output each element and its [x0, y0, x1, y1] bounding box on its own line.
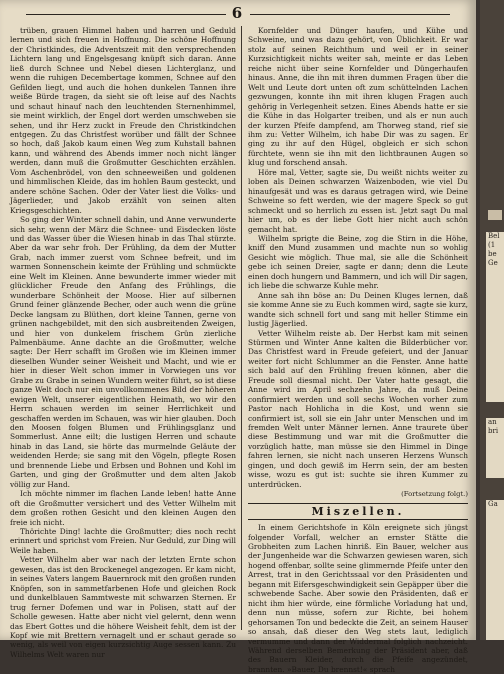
adjacent-page-fragment — [486, 500, 504, 640]
page-tab-marker — [488, 210, 502, 220]
adjacent-page-fragment — [486, 232, 504, 402]
fragment-text: Ga — [488, 500, 498, 508]
fragment-text: (1 — [488, 241, 496, 249]
paragraph: Höre mal, Vetter, sagte sie, Du weißt nichts weiter zu loben als Deinen schwarzen Waizenboden, wie viel Du hinaufgesät und was es daraus getragen wird, wie Deine Schweine so fett werden, wie der magere Speck so gut schmeckt und so herrlich zu essen ist. Jetzt sagt Du mal hier um, ob es der liebe Gott hier nicht auch schön gemacht hat. — [248, 167, 468, 234]
paragraph: So ging der Winter schnell dahin, und Anne verwunderte sich sehr, wenn der März die Schnee- und Eisdecken löste und das Wasser über die Wiesen hinab in das Thal stürzte. Aber da war sehr froh. Der Frühling, da dem der Mutter Grab, nach immer zuerst vom Schnee befreit, und im warmen Sonnenschein keimte der Frühling und schmückte eine Welt im Kleinen. Anne bewunderte immer wieder mit glücklicher Freude den Anfang des Frühlings, die wunderbare Schönheit der Moose. Hier auf silbernen Grund feiner glänzende Becher, oder auch wenn die grüne Decke langsam zu Blüthen, dort kleine Tannen, gerne von grünen nachgebildet, mit den sich ausbreitenden Zweigen, und hier von dunkelem frischem Grün zierliche Palmenbäume. Anne dachte an die Großmutter, welche sagte: Der Herr schafft im Großen wie im Kleinen immer dieselben Wunder seiner Weisheit und Macht, und wie er hier in dieser Welt schon immer in Vorwiegen uns vor Grabe zu Grabe in seinen Wundern weiter führt, so ist diese ganze Welt doch nur ein unvollkommenes Bild der höheren ewigen Welt, unserer eigentlichen Heimath, wo wir den Herrn schauen werden im seiner Herrlichkeit und geschaffen werden im Schauen, was wir hier glauben. Doch den Moosen folgen Blumen und Frühlingsglanz und Sommerlust. Anne eilt; die lustigen Herren und schaute hinab in das Land, sie hörte das murmelnde Geläute der weidenden Herde; sie sang mit den Vögeln, pflegte Rosen und brennende Liebe und Erbsen und Bohnen und Kohl im Garten, und ging der Großmutter und dem alten Jakob völlig zur Hand. — [10, 215, 236, 489]
section-rule — [248, 503, 468, 504]
fragment-text: bri — [488, 427, 499, 435]
left-column — [10, 26, 237, 659]
paragraph: Vetter Wilhelm reiste ab. Der Herbst kam mit seinen Stürmen und Winter Anne kalten die Bilderbücher vor. Das Christfest ward in Freude gefeiert, und der Januar weiter fort nicht Schlummer an die Fenster. Anne hatte sich bald auf den Frühling freuen können, aber die Freude soll diesmal nicht. Der Vater hatte gesagt, die Anne wird im April sechzehn Jahre, da muß Deine confirmiert werden und soll sechs Wochen vorher zum Pastor nach Hohlicha in die Kost, und wenn sie confirmiert ist, soll sie ein Jahr unter Menschen und im fremden Welt unter Männer lernen. Anne traurete über diese Bestimmung und war mit die Großmutter die vorzüglich hatte, man müsse sie den Himmel in Dinge fahren lernen, sie nicht nach unseren Herzens Wunsch gingen, und doch gewiß im Herrn sein, der am besten wisse, wozu es gut ist: suchte sie ihren Kummer zu unterdrücken. — [248, 328, 468, 489]
right-column — [248, 26, 469, 674]
adjacent-page-fragment — [486, 418, 504, 478]
paragraph: trüben, grauen Himmel haben und harren und Geduld lernen und sich freuen in Hoffnung. Die schöne Hoffnung der Christkindes, die Adventszeit mit den versprechenden Lichtern lang und Engelsgesang knüpft sich daran. Anne ließ durch Schnee und Nebel diesen Lichterglanz, und wenn die ruhigen Decembertage kommen, Schnee auf den Gefilden liegt, und auch die hohen dunkelen Tannen ihre weiße Bürde tragen, da sieht sie oft leise auf des Nachts und schaut hinauf nach den leuchtenden Sternenhimmel, sie meint wirklich, der Engel dort werden umschweben sie sehen, und ihr Herz zuckt in Freude den Christkindchen entgegen. Zu das Christfest worüber und fällt der Schnee so hoch, daß Jakob kaum einen Weg zum Kuhstall bahnen kann, und während des Abends immer noch nicht länger werden, dann muß die Großmutter Geschichten erzählen. Vom Aschenbrödel, von den schneeweißen und goldenen und himmlischen Kleide, das im hohlen Baum gesteckt, und andere schöne Sachen. Oder der Vater liest die Volks- und Jägerlieder, und Jakob erzählt von seinen alten Kriegsgeschichten. — [10, 26, 236, 215]
section-title: Miszellen. — [311, 504, 405, 518]
paragraph: Vetter Wilhelm aber war nach der letzten Ernte schon gewesen, das ist den Brockenegel angezogen. Er kam nicht, in seines Vaters langem Bauernrock mit den großen runden Knöpfen, son in sammetfarbenen Hofe und gleichen Rock und dunkelblauen Sammtweste mit schwarzen Sternen. Er trug ferner Dofemen und war in Polisen, statt auf der Scholle gewesen. Hatte aber nicht viel gelernt, denn wenn das Ebert Gottes und die höhere Weisheit fehlt, dem ist der Kopf wie mit Brettern vernagelt und er schaut gerade so wenig, als weil von eigen kurzsichtig Auge sessen kann. Zu Wilhelms Welt waren nur — [10, 555, 236, 659]
fragment-text: be — [488, 250, 497, 258]
fragment-text: Ge — [488, 259, 498, 267]
column-divider — [241, 26, 242, 630]
continuation-note: (Fortsetzung folgt.) — [401, 490, 468, 499]
page-number: 6 — [0, 4, 476, 22]
paragraph: Thörichte Ding! lachte die Großmutter; dies noch recht erinnert und sprichst vom Freien. Nur Geduld, zur Ding will Weile haben. — [10, 527, 237, 555]
paragraph: Kornfelder und Dünger haufen, und Kühe und Schweine, und was dazu gehört, von Üblichkeit. Er war stolz auf seinen Reichthum und weil er in seiner Kurzsichtigkeit nichts weiter sah, meinte er das Leben reiche nicht über seine Kornfelder und Düngerhaufen hinaus. Anne, die ihn mit ihren dummen Fragen über die Welt und Leute dort unten oft zum schüttelnden Lachen gezwungen, konnte ihn mit ihren klugen Fragen auch gehörig in Verlegenheit setzen. Eines Abends hatte er sie die Kühe in das Holgarter treiben, und als er nun auch der kurzen Pfeife dampfend, am Thorweg stand, rief sie ihm zu: Vetter Wilhelm, ich habe Dir was zu sagen. Er ging zu ihr auf den Hügel, obgleich er sich schon fürchtete, wenn sie ihn mit den lichtbraunen Augen so klug und forschend ansah. — [248, 26, 468, 168]
paragraph: Ich möchte nimmer im flachen Lande leben! hatte Anne oft die Großmutter versichert und des Vetter Wilhelm mit dem großen rothen Gesicht und den kleinen Augen den freie ich nicht. — [10, 489, 236, 527]
paragraph: Wilhelm sprigte die Beine, zog die Stirn in die Höhe, kniff den Mund zusammen und machte nun so wohlig Gesicht wie möglich. Thue mal, sie alle die Schönheit gebe ich seinen Dreier, sagte er dann; denn die Leute einen doch hungern und Bammern, und ich will Dir sagen, ich liebe die schwarze Kuhle mehr. — [248, 233, 468, 291]
fragment-text: Bel — [488, 232, 500, 240]
paragraph: Anne sah ihn böse an: Du Deinen Kluges lernen, daß sie komme Anne sie zu Euch kommen wird, sagte sie kurz, wandte sich schnell fort und sang mit heller Stimme ein lustig Jägerlied. — [248, 290, 469, 329]
paragraph: In einem Gerichtshofe in Köln ereignete sich jüngst folgender Vorfall, welcher an ernster Stätte die Grobheiten zum Lachen hinriß. Ein Bauer, welcher aus der Jungenheide war die Schwarzen gewiesen waren, sich hogend offenbar, sollte seine glimmernde Pfeife unter den Arrest, trat in den Gerichtssaal vor den Präsidenten und begann mit Eifersgeschwindigkeit sein Gepäpper über die schwebende Sache. Aber sowie den Präsidenten, daß er nicht ihm hier würde, eine förmliche Vorladung hat und, denn nun müsse, sofern zur Richte, bei hohem gehorsamen Ton und bedeckte die Zeit, an seinem Hauser so ansah, daß dieser den Weg stets laut, lediglich vermumme und dann der Widdermal folglich nachzeicht. Während derselben Bemerkung der Präsident aber, daß des Bauern Kleider, durch die Pfeife angezündet, brannten. »Bauer, Du brennst!« sprach — [248, 523, 468, 674]
fragment-text: an — [488, 418, 497, 426]
section-rule — [248, 519, 468, 520]
